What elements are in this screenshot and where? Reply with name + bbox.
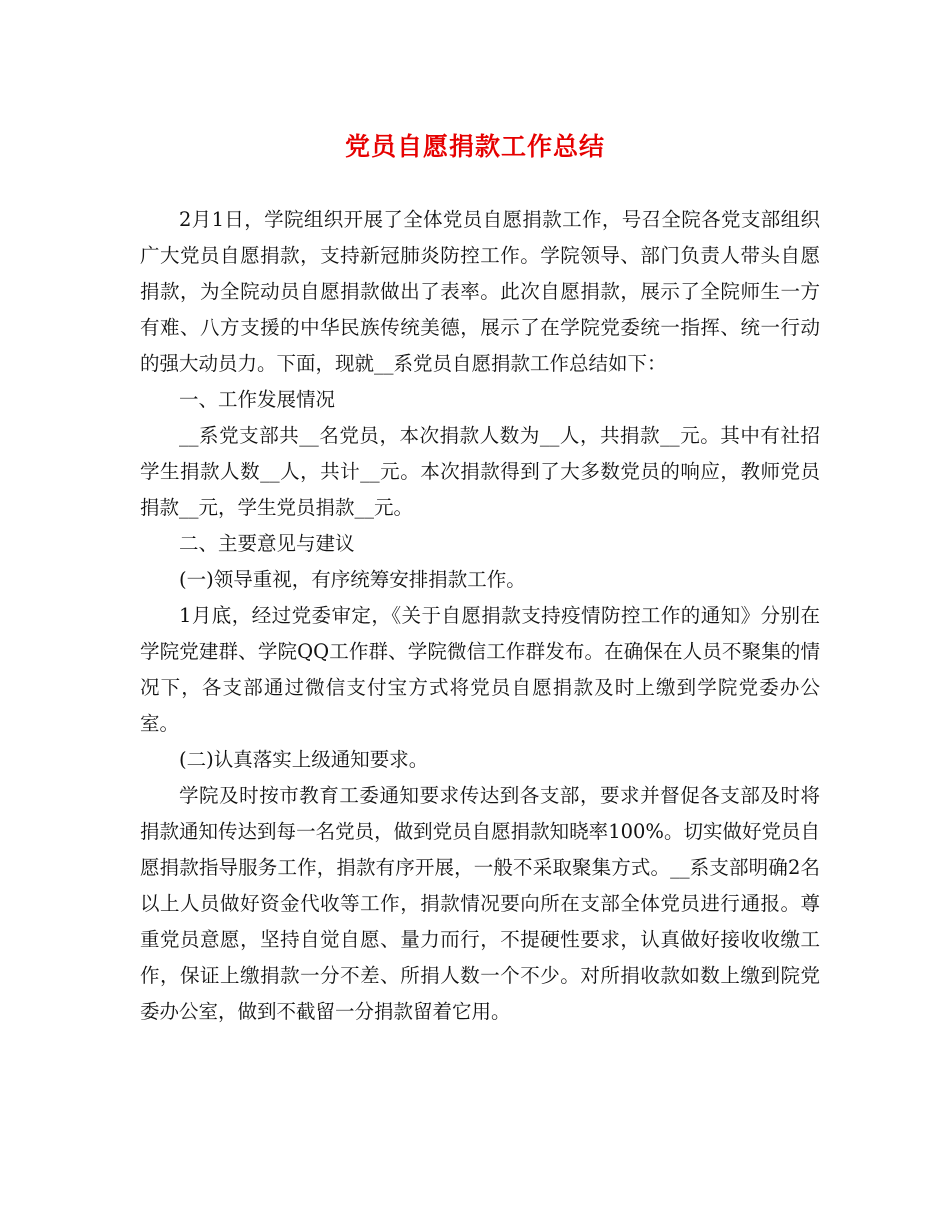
paragraph-notice-release: 1月底，经过党委审定，《关于自愿捐款支持疫情防控工作的通知》分别在学院党建群、学院QQ工作群、学院微信工作群发布。在确保在人员不聚集的情况下，各支部通过微信支付宝方式将党员自愿捐款及时上缴到学院党委办公室。 <box>140 604 820 735</box>
heading-work-status: 一、工作发展情况 <box>179 388 336 411</box>
paragraph-implementation-details: 学院及时按市教育工委通知要求传达到各支部，要求并督促各支部及时将捐款通知传达到每一名党员，做到党员自愿捐款知晓率100%。切实做好党员自愿捐款指导服务工作，捐款有序开展，一般不采取聚集方式。__系支部明确2名以上人员做好资金代收等工作，捐款情况要向所在支部全体党员进行通报。尊重党员意愿，坚持自觉自愿、量力而行，不提硬性要求，认真做好接收收缴工作，保证上缴捐款一分不差、所捐人数一个不少。对所捐收款如数上缴到院党委办公室，做到不截留一分捐款留着它用。 <box>140 784 820 1023</box>
heading-opinions-suggestions: 二、主要意见与建议 <box>179 532 355 555</box>
paragraph-intro: 2月1日，学院组织开展了全体党员自愿捐款工作，号召全院各党支部组织广大党员自愿捐款，支持新冠肺炎防控工作。学院领导、部门负责人带头自愿捐款，为全院动员自愿捐款做出了表率。此次自愿捐款，展示了全院师生一方有难、八方支援的中华民族传统美德，展示了在学院党委统一指挥、统一行动的强大动员力。下面，现就__系党员自愿捐款工作总结如下： <box>140 208 820 375</box>
paragraph-donation-stats: __系党支部共__名党员，本次捐款人数为__人，共捐款__元。其中有社招学生捐款人数__人，共计__元。本次捐款得到了大多数党员的响应，教师党员捐款__元，学生党员捐款__元。 <box>140 424 820 519</box>
document-title: 党员自愿捐款工作总结 <box>344 132 605 161</box>
subheading-implementation: (二)认真落实上级通知要求。 <box>179 748 429 771</box>
document-body <box>140 202 820 1030</box>
subheading-leadership: (一)领导重视，有序统筹安排捐款工作。 <box>179 568 526 591</box>
